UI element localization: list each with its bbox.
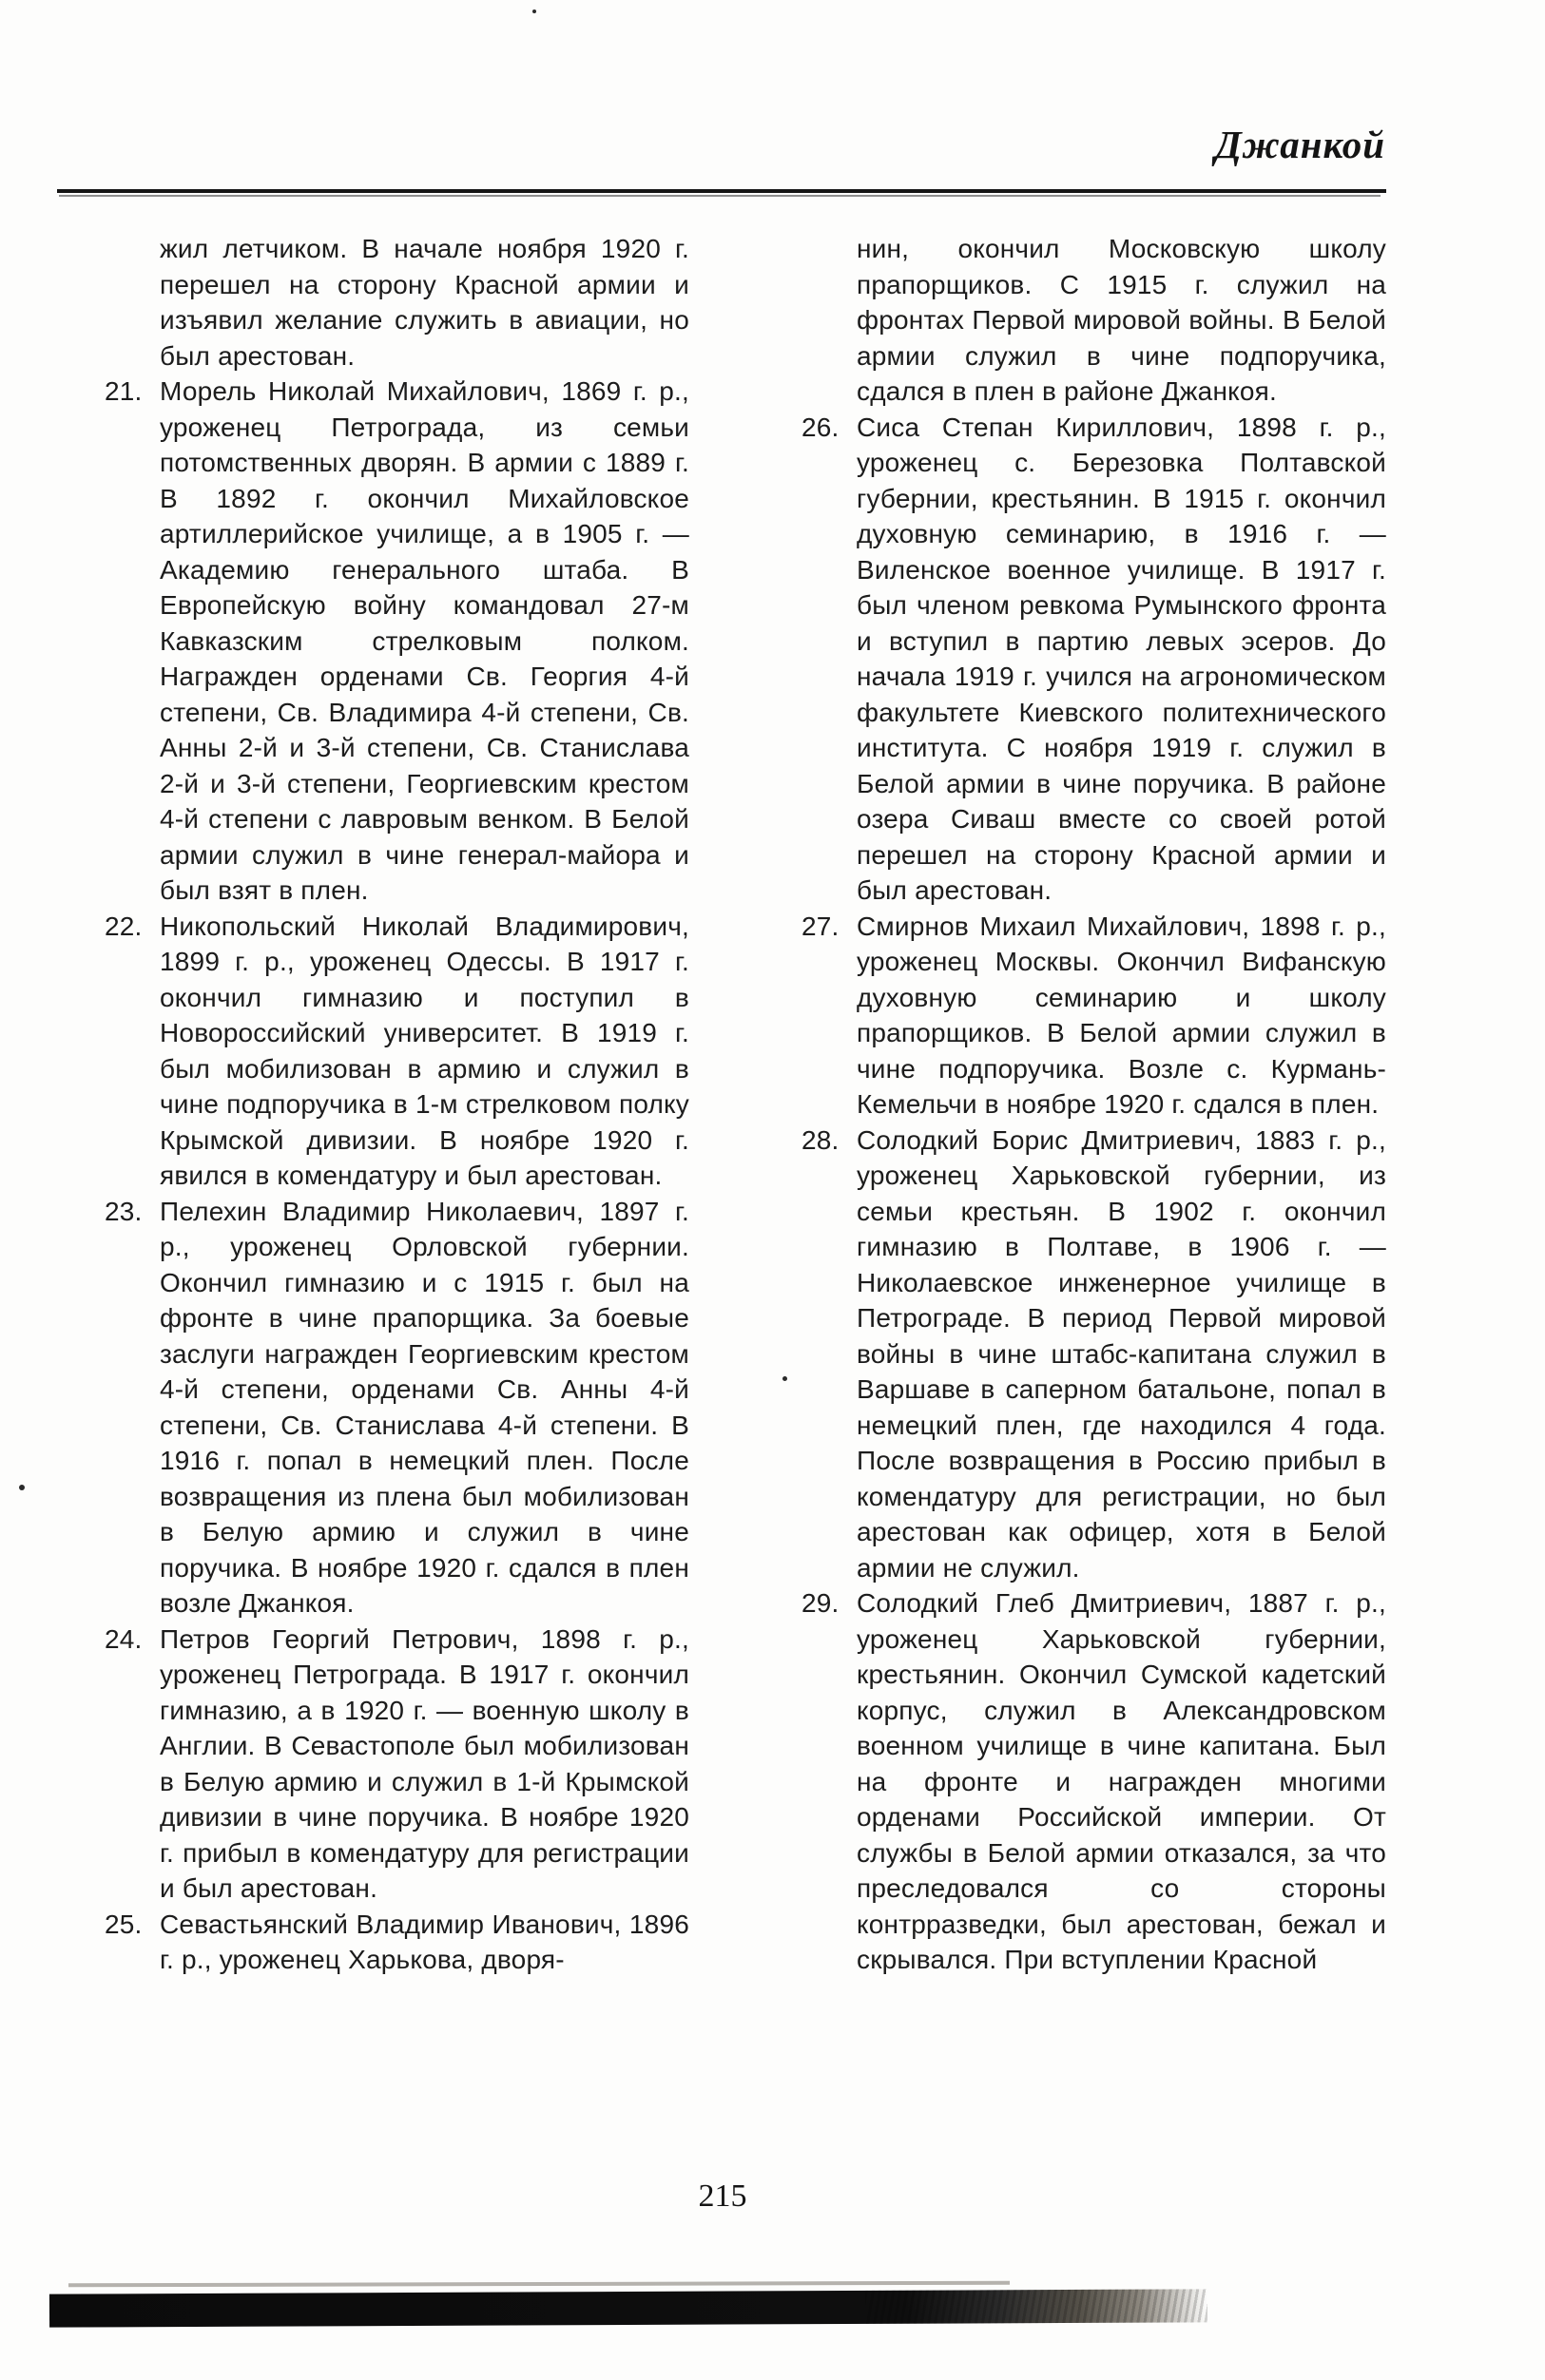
entry-26 [801,410,1386,909]
entry-text: Петров Георгий Петрович, 1898 г. р., уроженец Петрограда. В 1917 г. окончил гимназию, а в 1920 г. — военную школу в Англии. В Севастополе был мобилизован в Белую армию и служил в 1-й Крымской дивизии в чине поручика. В ноябре 1920 г. прибыл в комендатуру для регистрации и был арестован. [160,1623,689,1903]
entry-23 [105,1194,689,1622]
entry-text: Морель Николай Михайлович, 1869 г. р., уроженец Петрограда, из семьи потомственных дворян. В армии с 1889 г. В 1892 г. окончил Михайловское артиллерийское училище, а в 1905 г. — Академию генерального штаба. В Европейскую войну командовал 27-м Кавказским стрелковым полком. Награжден орденами Св. Георгия 4-й степени, Св. Владимира 4-й степени, Св. Анны 2-й и 3-й степени, Св. Станислава 2-й и 3-й степени, Георгиевским крестом 4-й степени с лавровым венком. В Белой армии служил в чине генерал-майора и был взят в плен. [160,376,689,905]
entry-text: Никопольский Николай Владимирович, 1899 г. р., уроженец Одессы. В 1917 г. окончил гимназию и поступил в Новороссийский университет. В 1919 г. был мобилизован в армию и служил в чине подпоручика в 1-м стрелковом полку Крымской дивизии. В ноябре 1920 г. явился в комендатуру и был арестован. [160,911,689,1190]
continuation-paragraph: нин, окончил Московскую школу прапорщиков. С 1915 г. служил на фронтах Первой мировой войны. В Белой армии служил в чине подпоручика, сдался в плен в районе Джанкоя. [857,234,1386,406]
text-columns [105,231,1386,1978]
entry-29 [801,1585,1386,1978]
entry-27 [801,909,1386,1123]
entry-number: 21. [105,376,143,406]
continuation-paragraph: жил летчиком. В начале ноября 1920 г. перешел на сторону Красной армии и изъявил желание служить в авиации, но был арестован. [160,234,689,371]
running-header: Джанкой [1214,123,1385,166]
entry-number: 25. [105,1909,143,1939]
entry-text: Сиса Степан Кириллович, 1898 г. р., уроженец с. Березовка Полтавской губернии, крестьянин. В 1915 г. окончил духовную семинарию, в 1916 г. — Виленское военное училище. В 1917 г. был членом ревкома Румынского фронта и вступил в партию левых эсеров. До начала 1919 г. учился на агрономическом факультете Киевского политехнического института. С ноября 1919 г. служил в Белой армии в чине поручика. В районе озера Сиваш вместе со своей ротой перешел на сторону Красной армии и был арестован. [857,412,1386,905]
entry-21 [105,374,689,909]
right-column [801,231,1386,1978]
entry-text: Солодкий Глеб Дмитриевич, 1887 г. р., уроженец Харьковской губернии, крестьянин. Окончил Сумской кадетский корпус, служил в Александровском военном училище в чине капитана. Был на фронте и награжден многими орденами Российской империи. От службы в Белой армии отказался, за что преследовался со стороны контрразведки, был арестован, бежал и скрывался. При вступлении Красной [857,1588,1386,1974]
entry-28 [801,1123,1386,1586]
entry-22 [105,909,689,1194]
entry-25 [105,1907,689,1978]
entry-text: Севастьянский Владимир Иванович, 1896 г. р., уроженец Харькова, дворя- [160,1909,689,1974]
entry-number: 27. [801,911,840,941]
entry-number: 28. [801,1124,840,1155]
entry-24 [105,1622,689,1907]
entry-text: Смирнов Михаил Михайлович, 1898 г. р., уроженец Москвы. Окончил Вифанскую духовную семинарию и школу прапорщиков. В Белой армии служил в чине подпоручика. Возле с. Курмань-Кемельчи в ноябре 1920 г. сдался в плен. [857,911,1386,1119]
entry-number: 22. [105,911,143,941]
entry-text: Солодкий Борис Дмитриевич, 1883 г. р., уроженец Харьковской губернии, из семьи крестьян. В 1902 г. окончил гимназию в Полтаве, в 1906 г. — Николаевское инженерное училище в Петрограде. В период Первой мировой войны в чине штабс-капитана служил в Варшаве в саперном батальоне, попал в немецкий плен, где находился 4 года. После возвращения в Россию прибыл в комендатуру для регистрации, но был арестован как офицер, хотя в Белой армии не служил. [857,1124,1386,1583]
header-rule [57,189,1386,193]
scan-speck [532,10,536,13]
entry-number: 23. [105,1196,143,1226]
scan-artifact-line [68,2281,1010,2288]
left-column [105,231,689,1978]
entry-number: 24. [105,1623,143,1654]
page-number: 215 [698,2178,747,2214]
scan-artifact-bar [49,2289,1207,2327]
scan-speck [782,1376,787,1381]
entry-text: Пелехин Владимир Николаевич, 1897 г. р., уроженец Орловской губернии. Окончил гимназию и с 1915 г. был на фронте в чине прапорщика. За боевые заслуги награжден Георгиевским крестом 4-й степени, орденами Св. Анны 4-й степени, Св. Станислава 4-й степени. В 1916 г. попал в немецкий плен. После возвращения из плена был мобилизован в Белую армию и служил в чине поручика. В ноябре 1920 г. сдался в плен возле Джанкоя. [160,1196,689,1618]
entry-number: 26. [801,412,840,442]
scan-speck [19,1485,25,1490]
entry-number: 29. [801,1588,840,1618]
